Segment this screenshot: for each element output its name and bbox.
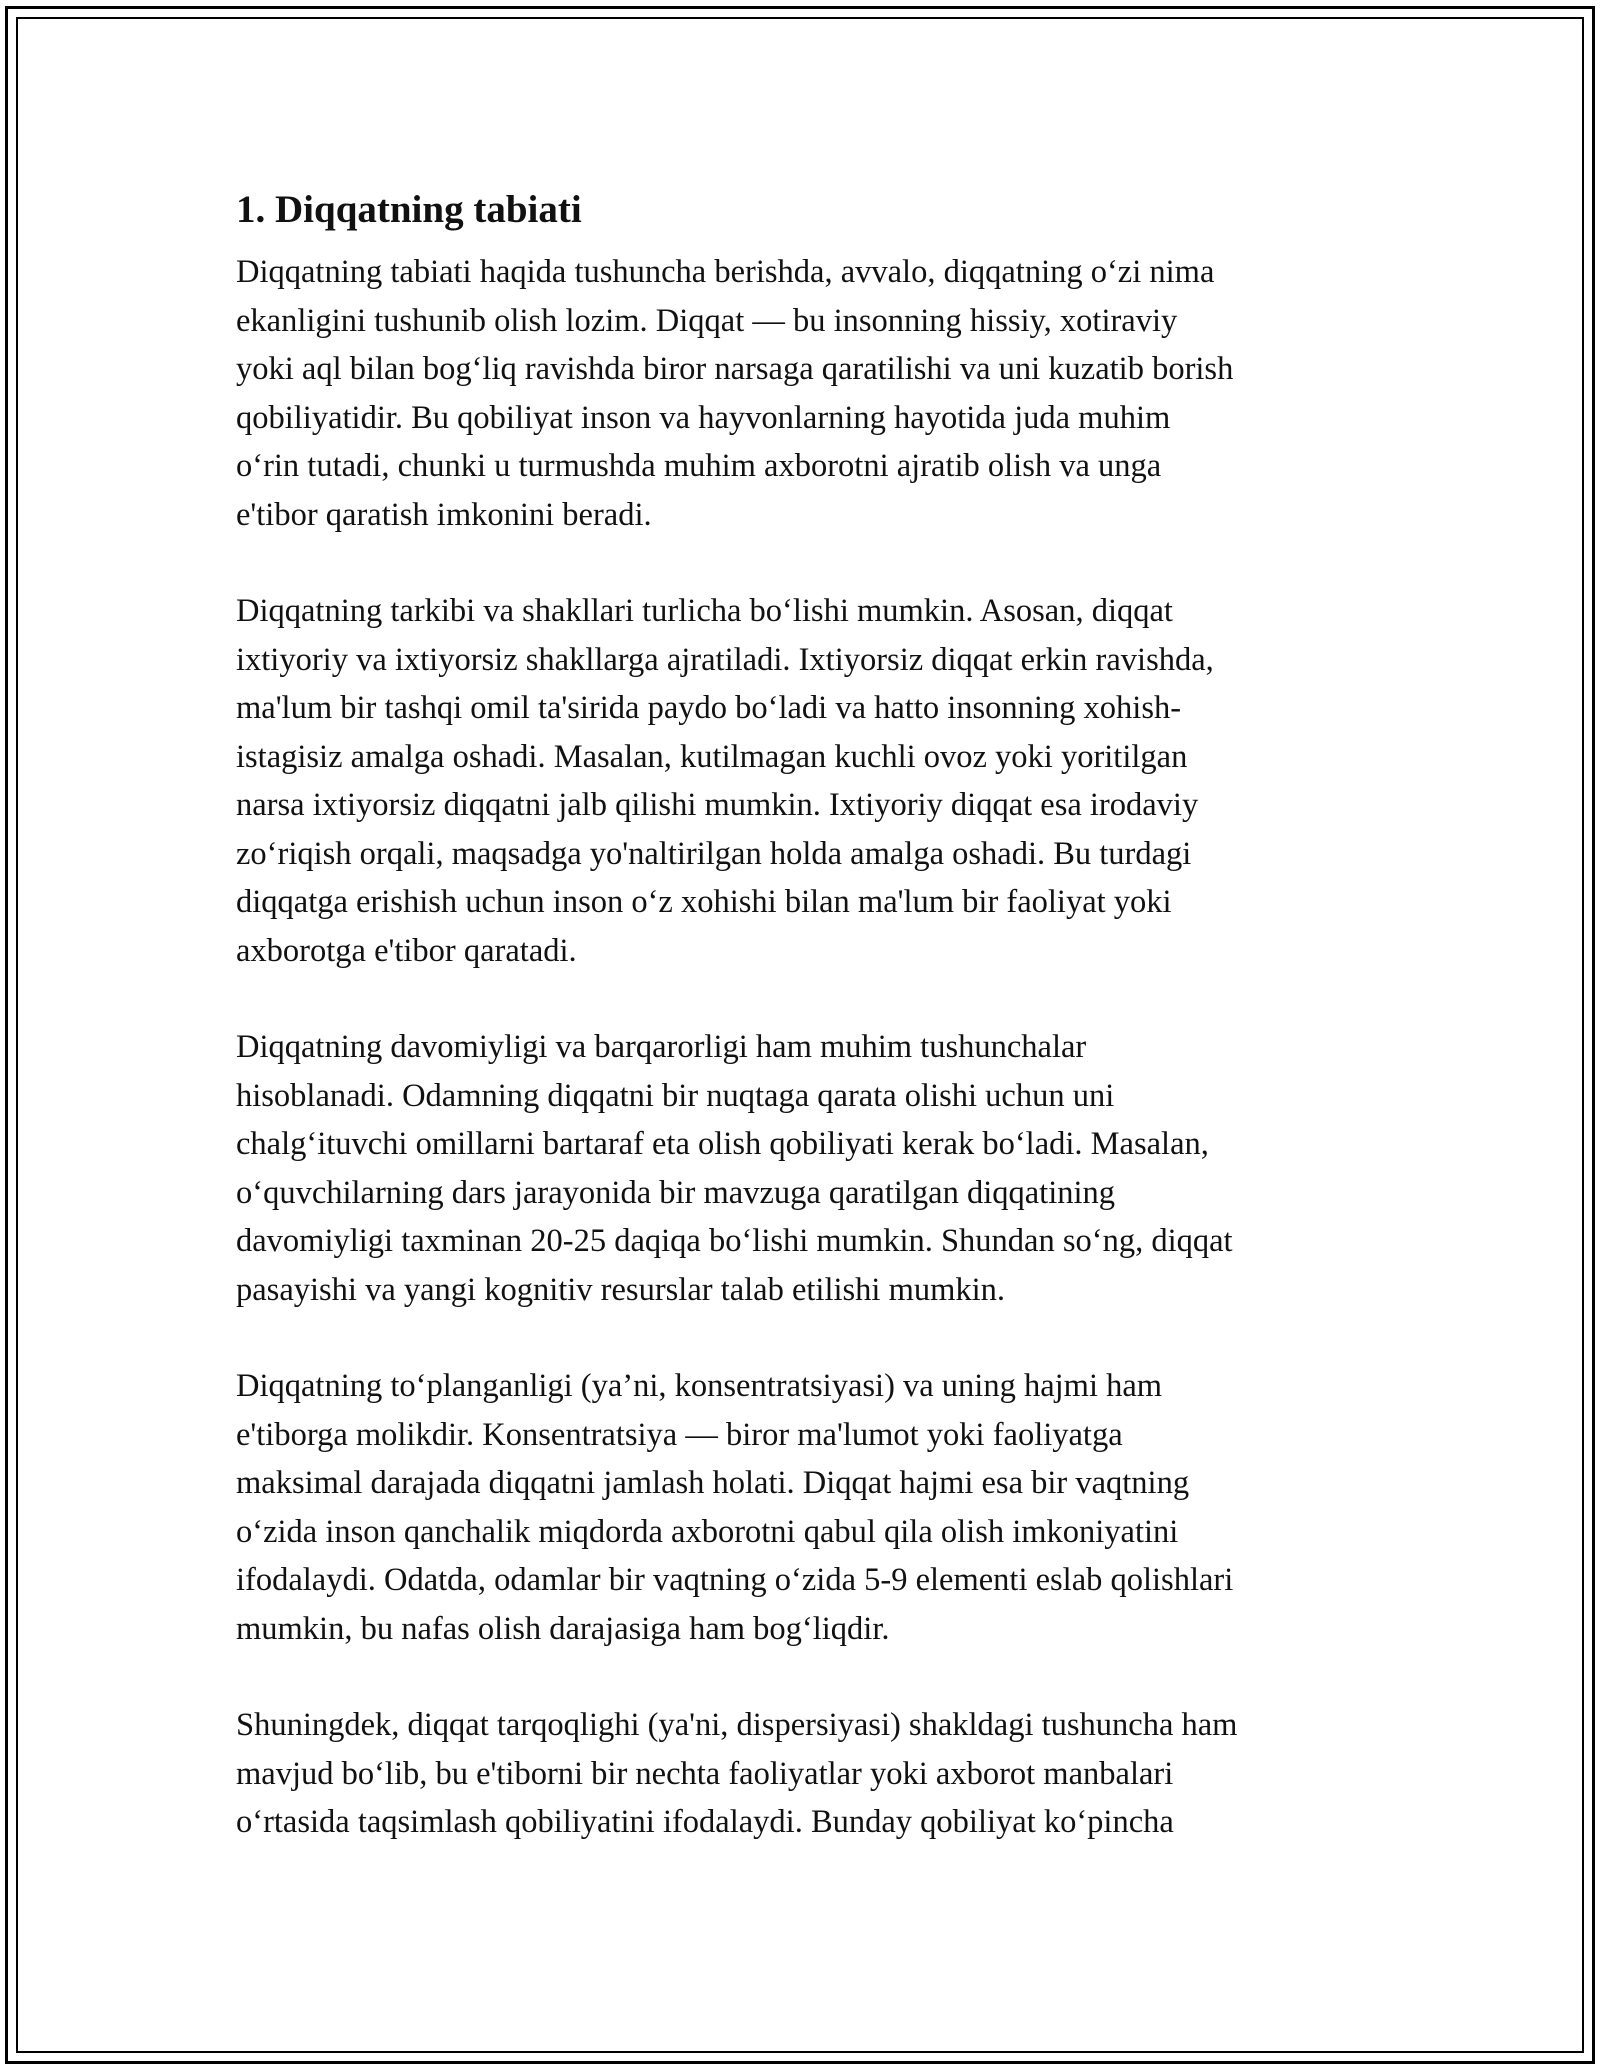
- text-line: e'tibor qaratish imkonini beradi.: [236, 496, 652, 533]
- text-line: maksimal darajada diqqatni jamlash holati. Diqqat hajmi esa bir vaqtning: [236, 1465, 1190, 1501]
- paragraph: [236, 587, 1376, 975]
- text-line: diqqatga erishish uchun inson o‘z xohishi bilan ma'lum bir faoliyat yoki: [236, 884, 1172, 920]
- text-line: o‘zida inson qanchalik miqdorda axborotni qabul qila olish imkoniyatini: [236, 1513, 1179, 1550]
- section-heading: 1. Diqqatning tabiati: [236, 188, 582, 231]
- text-line: ifodalaydi. Odatda, odamlar bir vaqtning o‘zida 5-9 elementi eslab qolishlari: [236, 1562, 1234, 1598]
- text-line: axborotga e'tibor qaratadi.: [236, 932, 577, 969]
- document-body: [236, 186, 1376, 1895]
- paragraph: [236, 1023, 1376, 1314]
- text-line: mavjud bo‘lib, bu e'tiborni bir nechta faoliyatlar yoki axborot manbalari: [236, 1755, 1174, 1792]
- text-line: qobiliyatidir. Bu qobiliyat inson va hayvonlarning hayotida juda muhim: [236, 399, 1171, 436]
- text-line: mumkin, bu nafas olish darajasiga ham bog‘liqdir.: [236, 1610, 890, 1647]
- text-line: Diqqatning to‘planganligi (ya’ni, konsentratsiyasi) va uning hajmi ham: [236, 1368, 1163, 1404]
- text-line: Shuningdek, diqqat tarqoqlighi (ya'ni, dispersiyasi) shakldagi tushuncha ham: [236, 1707, 1238, 1743]
- text-line: ixtiyoriy va ixtiyorsiz shakllarga ajratiladi. Ixtiyorsiz diqqat erkin ravishda,: [236, 641, 1214, 678]
- text-line: o‘rin tutadi, chunki u turmushda muhim axborotni ajratib olish va unga: [236, 448, 1162, 484]
- text-line: narsa ixtiyorsiz diqqatni jalb qilishi mumkin. Ixtiyoriy diqqat esa irodaviy: [236, 787, 1199, 823]
- text-line: zo‘riqish orqali, maqsadga yo'naltirilgan holda amalga oshadi. Bu turdagi: [236, 835, 1192, 872]
- text-line: davomiyligi taxminan 20-25 daqiqa bo‘lishi mumkin. Shundan so‘ng, diqqat: [236, 1223, 1233, 1259]
- paragraph: [236, 1362, 1376, 1653]
- paragraph-list: [236, 248, 1376, 1847]
- text-line: e'tiborga molikdir. Konsentratsiya — biror ma'lumot yoki faoliyatga: [236, 1416, 1123, 1453]
- text-line: Diqqatning tarkibi va shakllari turlicha bo‘lishi mumkin. Asosan, diqqat: [236, 593, 1173, 629]
- text-line: ekanligini tushunib olish lozim. Diqqat — bu insonning hissiy, xotiraviy: [236, 302, 1178, 339]
- text-line: Diqqatning davomiyligi va barqarorligi ham muhim tushunchalar: [236, 1029, 1087, 1065]
- text-line: Diqqatning tabiati haqida tushuncha berishda, avvalo, diqqatning o‘zi nima: [236, 254, 1215, 290]
- text-line: o‘rtasida taqsimlash qobiliyatini ifodalaydi. Bunday qobiliyat ko‘pincha: [236, 1804, 1174, 1840]
- text-line: istagisiz amalga oshadi. Masalan, kutilmagan kuchli ovoz yoki yoritilgan: [236, 738, 1188, 775]
- text-line: ma'lum bir tashqi omil ta'sirida paydo bo‘ladi va hatto insonning xohish-: [236, 690, 1182, 726]
- paragraph: [236, 1701, 1376, 1847]
- text-line: o‘quvchilarning dars jarayonida bir mavzuga qaratilgan diqqatining: [236, 1174, 1116, 1211]
- paragraph: [236, 248, 1376, 539]
- text-line: hisoblanadi. Odamning diqqatni bir nuqtaga qarata olishi uchun uni: [236, 1077, 1115, 1114]
- text-line: pasayishi va yangi kognitiv resurslar talab etilishi mumkin.: [236, 1271, 1006, 1308]
- text-line: chalg‘ituvchi omillarni bartaraf eta olish qobiliyati kerak bo‘ladi. Masalan,: [236, 1126, 1209, 1162]
- text-line: yoki aql bilan bog‘liq ravishda biror narsaga qaratilishi va uni kuzatib borish: [236, 351, 1234, 387]
